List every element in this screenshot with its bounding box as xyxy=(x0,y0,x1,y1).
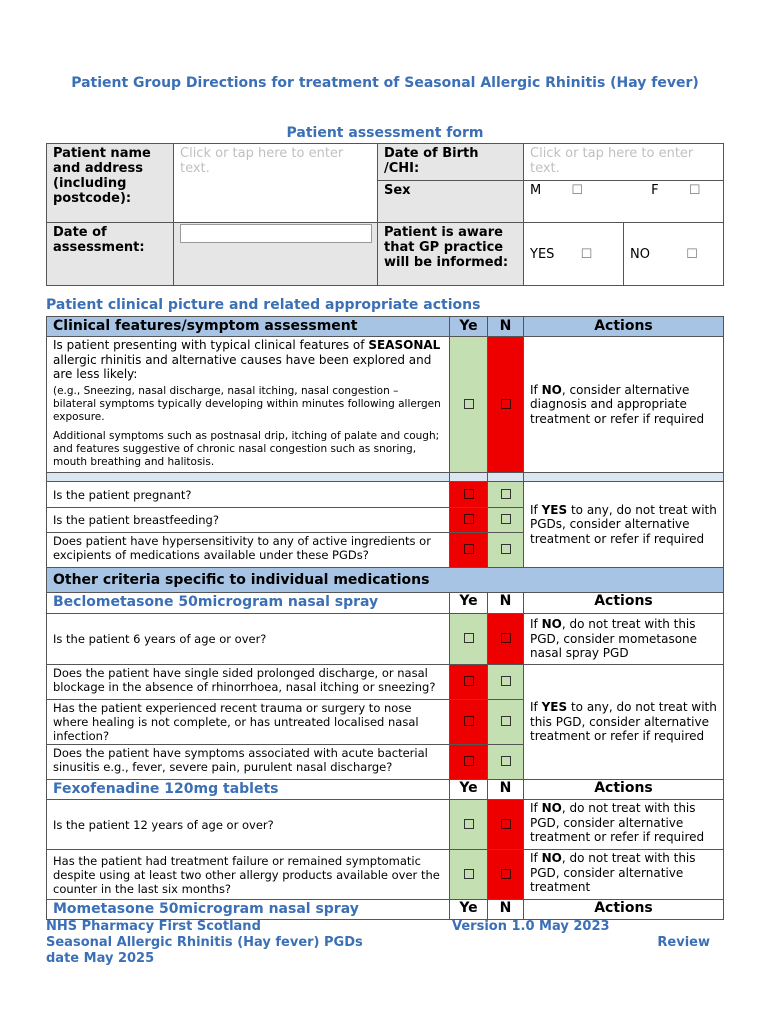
fexofenadine-failure-no-checkbox[interactable] xyxy=(501,869,511,879)
gp-aware-no-checkbox[interactable]: ☐ xyxy=(686,246,698,262)
col-actions-header: Actions xyxy=(524,317,724,337)
beclometasone-discharge-yes-checkbox[interactable] xyxy=(464,676,474,686)
mometasone-col-no: N xyxy=(488,900,524,920)
document-title: Patient Group Directions for treatment of Seasonal Allergic Rhinitis (Hay fever) xyxy=(71,75,699,91)
breastfeeding-no-cell[interactable] xyxy=(488,508,524,533)
patient-name-field[interactable] xyxy=(174,144,378,223)
hypersensitivity-yes-checkbox[interactable] xyxy=(464,544,474,554)
fexofenadine-age-action: If NO, do not treat with this PGD, consider alternative treatment or refer if required xyxy=(524,800,724,850)
fexofenadine-col-no: N xyxy=(488,780,524,800)
other-criteria-header: Other criteria specific to individual medications xyxy=(47,568,724,593)
gp-aware-no-cell xyxy=(624,223,724,286)
sex-m-label: M xyxy=(530,183,542,198)
fexofenadine-header: Fexofenadine 120mg tablets xyxy=(47,780,450,800)
beclometasone-age-yes-checkbox[interactable] xyxy=(464,633,474,643)
pregnant-no-checkbox[interactable] xyxy=(501,489,511,499)
fexofenadine-col-actions: Actions xyxy=(524,780,724,800)
fexofenadine-col-yes: Ye xyxy=(450,780,488,800)
seasonal-yes-checkbox[interactable] xyxy=(464,399,474,409)
patient-name-placeholder: Click or tap here to enter text. xyxy=(180,146,344,176)
footer-review: Review xyxy=(657,935,710,950)
col-no-header: N xyxy=(488,317,524,337)
sex-m-checkbox[interactable]: ☐ xyxy=(571,183,584,198)
gp-aware-yes-cell xyxy=(524,223,624,286)
seasonal-examples: (e.g., Sneezing, nasal discharge, nasal itching, nasal congestion – bilateral symptoms typically developing within minutes following allergen exposure. xyxy=(53,384,441,423)
breastfeeding-yes-checkbox[interactable] xyxy=(464,514,474,524)
beclometasone-trauma-question: Has the patient experienced recent trauma or surgery to nose where healing is not complete, or has untreated localised nasal infection? xyxy=(47,700,450,745)
dob-field[interactable] xyxy=(524,144,724,181)
sex-f-label: F xyxy=(651,183,659,198)
clinical-header: Clinical features/symptom assessment xyxy=(47,317,450,337)
beclometasone-discharge-yes-cell[interactable] xyxy=(450,665,488,700)
footer-org: NHS Pharmacy First Scotland xyxy=(46,919,261,934)
seasonal-no-checkbox[interactable] xyxy=(501,399,511,409)
fexofenadine-failure-yes-cell[interactable] xyxy=(450,850,488,900)
seasonal-no-cell[interactable] xyxy=(488,337,524,473)
seasonal-question: Is patient presenting with typical clinical features of SEASONAL allergic rhinitis and alternative causes have been explored and are less likely: (e.g., Sneezing, nasal discharge, nasal itching, nasal congestion – bilateral symptoms typically developing within minutes following allergen exposure. Additional symptoms such as postnasal drip, itching of palate and cough; and features suggestive of chronic nasal congestion such as snoring, mouth breathing and halitosis. xyxy=(47,337,450,473)
gp-aware-no-label: NO xyxy=(630,246,650,262)
patient-details-table xyxy=(46,143,724,286)
fexofenadine-failure-no-cell[interactable] xyxy=(488,850,524,900)
assessment-date-cell xyxy=(174,223,378,286)
beclometasone-age-no-cell[interactable] xyxy=(488,614,524,665)
clinical-section-heading: Patient clinical picture and related appropriate actions xyxy=(46,297,481,313)
dob-label: Date of Birth /CHI: xyxy=(378,144,524,181)
beclometasone-age-question: Is the patient 6 years of age or over? xyxy=(47,614,450,665)
beclometasone-sinusitis-yes-cell[interactable] xyxy=(450,745,488,780)
assessment-date-label: Date of assessment: xyxy=(47,223,174,286)
exclusion-action: If YES to any, do not treat with PGDs, consider alternative treatment or refer if required xyxy=(524,482,724,568)
beclometasone-header: Beclometasone 50microgram nasal spray xyxy=(47,593,450,614)
beclometasone-sinusitis-no-cell[interactable] xyxy=(488,745,524,780)
beclometasone-sinusitis-question: Does the patient have symptoms associated with acute bacterial sinusitis e.g., fever, severe pain, purulent nasal discharge? xyxy=(47,745,450,780)
gp-aware-yes-label: YES xyxy=(530,246,555,262)
clinical-assessment-table xyxy=(46,316,724,920)
pregnant-question: Is the patient pregnant? xyxy=(47,482,450,508)
fexofenadine-age-question: Is the patient 12 years of age or over? xyxy=(47,800,450,850)
beclometasone-discharge-no-checkbox[interactable] xyxy=(501,676,511,686)
pregnant-yes-cell[interactable] xyxy=(450,482,488,508)
beclometasone-col-no: N xyxy=(488,593,524,614)
pregnant-yes-checkbox[interactable] xyxy=(464,489,474,499)
patient-name-label: Patient name and address (including postcode): xyxy=(47,144,174,223)
beclometasone-age-action: If NO, do not treat with this PGD, consider mometasone nasal spray PGD xyxy=(524,614,724,665)
mometasone-col-actions: Actions xyxy=(524,900,724,920)
footer-review-date: date May 2025 xyxy=(46,951,155,966)
beclometasone-trauma-no-cell[interactable] xyxy=(488,700,524,745)
sex-label: Sex xyxy=(378,181,524,223)
beclometasone-age-yes-cell[interactable] xyxy=(450,614,488,665)
pregnant-no-cell[interactable] xyxy=(488,482,524,508)
beclometasone-exclusion-action: If YES to any, do not treat with this PGD, consider alternative treatment or refer if required xyxy=(524,665,724,780)
beclometasone-sinusitis-no-checkbox[interactable] xyxy=(501,756,511,766)
beclometasone-sinusitis-yes-checkbox[interactable] xyxy=(464,756,474,766)
fexofenadine-age-no-checkbox[interactable] xyxy=(501,819,511,829)
footer-version: Version 1.0 May 2023 xyxy=(452,919,610,934)
beclometasone-col-yes: Ye xyxy=(450,593,488,614)
gp-aware-yes-checkbox[interactable]: ☐ xyxy=(580,246,593,262)
fexofenadine-failure-yes-checkbox[interactable] xyxy=(464,869,474,879)
mometasone-header: Mometasone 50microgram nasal spray xyxy=(47,900,450,920)
footer-doc-title: Seasonal Allergic Rhinitis (Hay fever) PGDs xyxy=(46,935,363,950)
seasonal-additional: Additional symptoms such as postnasal drip, itching of palate and cough; and features suggestive of chronic nasal congestion such as snoring, mouth breathing and halitosis. xyxy=(53,429,440,468)
beclometasone-col-actions: Actions xyxy=(524,593,724,614)
hypersensitivity-yes-cell[interactable] xyxy=(450,533,488,568)
beclometasone-discharge-no-cell[interactable] xyxy=(488,665,524,700)
seasonal-action: If NO, consider alternative diagnosis and appropriate treatment or refer if required xyxy=(524,337,724,473)
beclometasone-age-no-checkbox[interactable] xyxy=(501,633,511,643)
beclometasone-trauma-no-checkbox[interactable] xyxy=(501,716,511,726)
breastfeeding-question: Is the patient breastfeeding? xyxy=(47,508,450,533)
fexofenadine-age-yes-cell[interactable] xyxy=(450,800,488,850)
mometasone-col-yes: Ye xyxy=(450,900,488,920)
form-subtitle: Patient assessment form xyxy=(286,125,484,141)
beclometasone-trauma-yes-checkbox[interactable] xyxy=(464,716,474,726)
breastfeeding-yes-cell[interactable] xyxy=(450,508,488,533)
seasonal-yes-cell[interactable] xyxy=(450,337,488,473)
beclometasone-trauma-yes-cell[interactable] xyxy=(450,700,488,745)
gp-aware-label: Patient is aware that GP practice will be informed: xyxy=(378,223,524,286)
sex-field xyxy=(524,181,724,223)
dob-placeholder: Click or tap here to enter text. xyxy=(530,146,694,176)
breastfeeding-no-checkbox[interactable] xyxy=(501,514,511,524)
sex-f-checkbox[interactable]: ☐ xyxy=(688,183,701,198)
hypersensitivity-question: Does patient have hypersensitivity to any of active ingredients or excipients of medications available under these PGDs? xyxy=(47,533,450,568)
beclometasone-discharge-question: Does the patient have single sided prolonged discharge, or nasal blockage in the absence of rhinorrhoea, nasal itching or sneezing? xyxy=(47,665,450,700)
fexofenadine-failure-action: If NO, do not treat with this PGD, consider alternative treatment xyxy=(524,850,724,900)
col-yes-header: Ye xyxy=(450,317,488,337)
fexofenadine-age-no-cell[interactable] xyxy=(488,800,524,850)
hypersensitivity-no-checkbox[interactable] xyxy=(501,544,511,554)
fexofenadine-age-yes-checkbox[interactable] xyxy=(464,819,474,829)
fexofenadine-failure-question: Has the patient had treatment failure or remained symptomatic despite using at least two other allergy products available over the counter in the last six months? xyxy=(47,850,450,900)
hypersensitivity-no-cell[interactable] xyxy=(488,533,524,568)
assessment-date-input[interactable] xyxy=(180,224,372,243)
